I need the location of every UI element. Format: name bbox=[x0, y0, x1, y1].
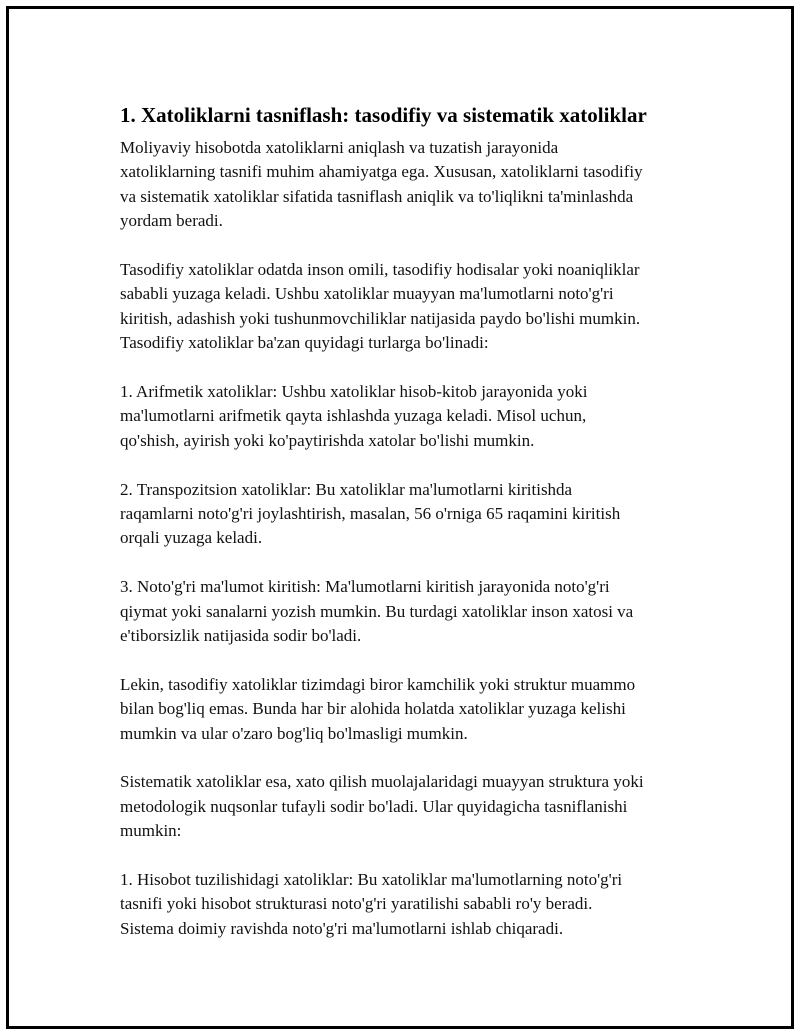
paragraph bbox=[120, 673, 700, 746]
paragraph bbox=[120, 868, 700, 941]
paragraph bbox=[120, 258, 700, 356]
text-line: Lekin, tasodifiy xatoliklar tizimdagi biror kamchilik yoki struktur muammo bbox=[120, 674, 636, 694]
text-line: 3. Noto'g'ri ma'lumot kiritish: Ma'lumotlarni kiritish jarayonida noto'g'ri bbox=[120, 577, 610, 597]
paragraph bbox=[120, 478, 700, 551]
text-line: yordam beradi. bbox=[120, 211, 223, 231]
text-line: va sistematik xatoliklar sifatida tasniflash aniqlik va to'liqlikni ta'minlashda bbox=[120, 186, 634, 206]
text-line: mumkin va ular o'zaro bog'liq bo'lmasligi mumkin. bbox=[120, 723, 468, 743]
text-line: Tasodifiy xatoliklar ba'zan quyidagi turlarga bo'linadi: bbox=[120, 333, 489, 353]
document-body bbox=[120, 101, 700, 966]
text-line: 1. Hisobot tuzilishidagi xatoliklar: Bu xatoliklar ma'lumotlarning noto'g'ri bbox=[120, 870, 623, 890]
text-line: Tasodifiy xatoliklar odatda inson omili, tasodifiy hodisalar yoki noaniqliklar bbox=[120, 260, 640, 280]
text-line: 2. Transpozitsion xatoliklar: Bu xatoliklar ma'lumotlarni kiritishda bbox=[120, 479, 573, 499]
text-line: bilan bog'liq emas. Bunda har bir alohida holatda xatoliklar yuzaga kelishi bbox=[120, 699, 626, 719]
paragraph bbox=[120, 575, 700, 648]
text-line: qo'shish, ayirish yoki ko'paytirishda xatolar bo'lishi mumkin. bbox=[120, 430, 535, 450]
text-line: metodologik nuqsonlar tufayli sodir bo'ladi. Ular quyidagicha tasniflanishi bbox=[120, 796, 628, 816]
text-line: raqamlarni noto'g'ri joylashtirish, masalan, 56 o'rniga 65 raqamini kiritish bbox=[120, 504, 621, 524]
text-line: qiymat yoki sanalarni yozish mumkin. Bu turdagi xatoliklar inson xatosi va bbox=[120, 601, 634, 621]
paragraph-list bbox=[120, 136, 700, 941]
paragraph bbox=[120, 136, 700, 234]
page-frame bbox=[6, 6, 794, 1029]
text-line: Sistematik xatoliklar esa, xato qilish muolajalaridagi muayyan struktura yoki bbox=[120, 772, 644, 792]
paragraph bbox=[120, 380, 700, 453]
text-line: e'tiborsizlik natijasida sodir bo'ladi. bbox=[120, 626, 362, 646]
text-line: tasnifi yoki hisobot strukturasi noto'g'ri yaratilishi sababli ro'y beradi. bbox=[120, 894, 593, 914]
text-line: kiritish, adashish yoki tushunmovchiliklar natijasida paydo bo'lishi mumkin. bbox=[120, 308, 641, 328]
text-line: xatoliklarning tasnifi muhim ahamiyatga ega. Xususan, xatoliklarni tasodifiy bbox=[120, 162, 643, 182]
section-title: 1. Xatoliklarni tasniflash: tasodifiy va sistematik xatoliklar bbox=[120, 103, 647, 127]
text-line: ma'lumotlarni arifmetik qayta ishlashda yuzaga keladi. Misol uchun, bbox=[120, 406, 587, 426]
text-line: orqali yuzaga keladi. bbox=[120, 528, 263, 548]
text-line: Moliyaviy hisobotda xatoliklarni aniqlash va tuzatish jarayonida bbox=[120, 138, 559, 157]
text-line: sababli yuzaga keladi. Ushbu xatoliklar muayyan ma'lumotlarni noto'g'ri bbox=[120, 284, 614, 304]
text-line: 1. Arifmetik xatoliklar: Ushbu xatoliklar hisob-kitob jarayonida yoki bbox=[120, 382, 588, 402]
paragraph bbox=[120, 770, 700, 843]
text-line: Sistema doimiy ravishda noto'g'ri ma'lumotlarni ishlab chiqaradi. bbox=[120, 918, 564, 938]
text-line: mumkin: bbox=[120, 821, 182, 841]
